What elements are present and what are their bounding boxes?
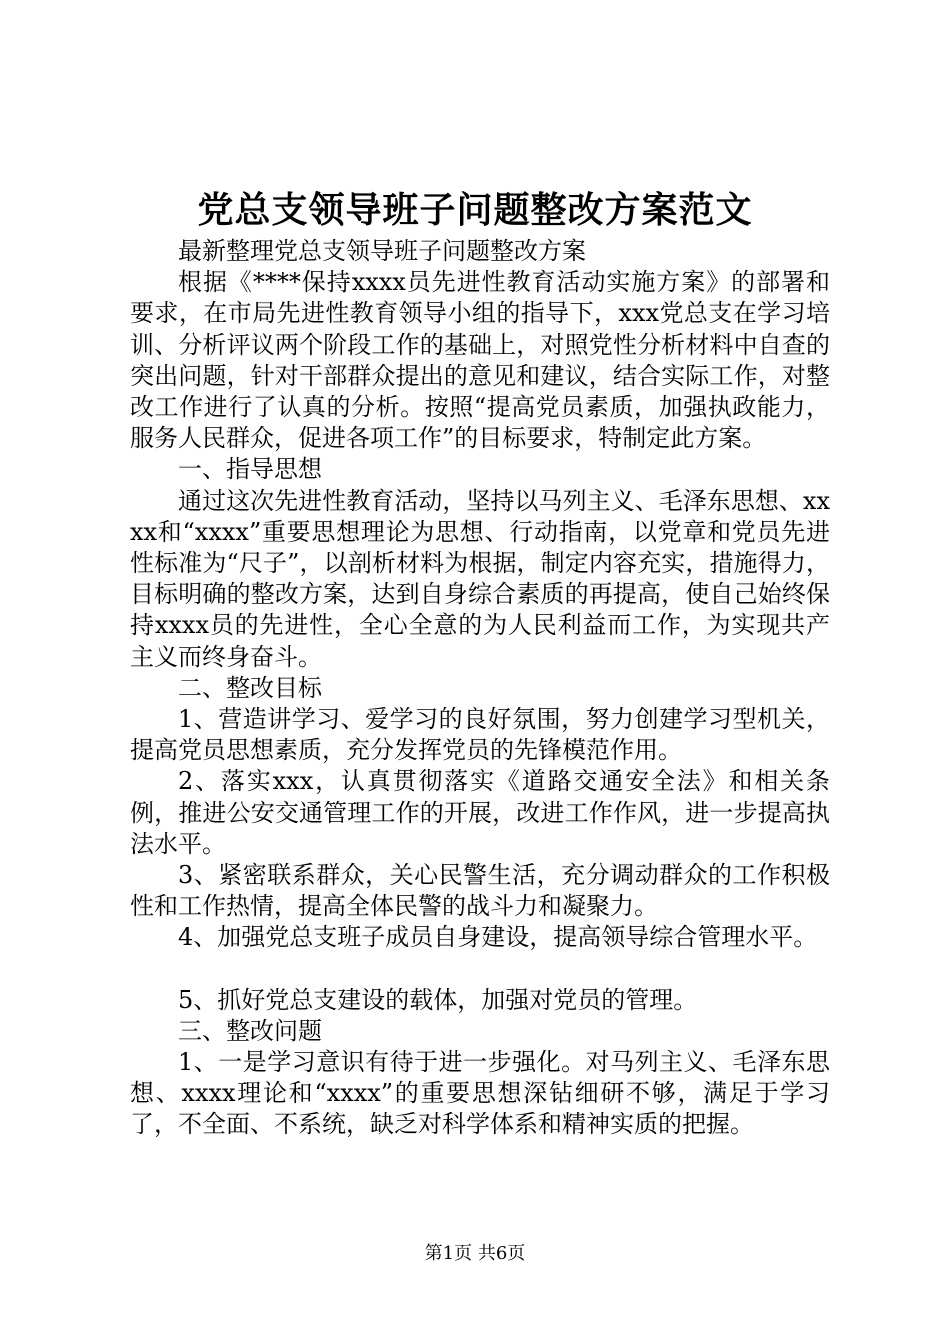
section-heading-guiding-ideology: 一、指导思想	[178, 455, 322, 484]
document-body	[130, 236, 830, 1141]
paragraph-intro: 根据《****保持xxxx员先进性教育活动实施方案》的部署和要求，在市局先进性教育领导小组的指导下，xxx党总支在学习培训、分析评议两个阶段工作的基础上，对照党性分析材料中自查的突出问题，针对干部群众提出的意见和建议，结合实际工作，对整改工作进行了认真的分析。按照“提高党员素质，加强执政能力，服务人民群众，促进各项工作”的目标要求，特制定此方案。	[130, 268, 830, 453]
paragraph-subtitle: 最新整理党总支领导班子问题整改方案	[178, 237, 586, 265]
goal-item-4: 4、加强党总支班子成员自身建设，提高领导综合管理水平。	[178, 923, 818, 952]
paragraph-guiding-ideology: 通过这次先进性教育活动，坚持以马列主义、毛泽东思想、xxxx和“xxxx”重要思想理论为思想、行动指南，以党章和党员先进性标准为“尺子”，以剖析材料为根据，制定内容充实，措施得力，目标明确的整改方案，达到自身综合素质的再提高，使自己始终保持xxxx员的先进性，全心全意的为人民利益而工作，为实现共产主义而终身奋斗。	[130, 486, 830, 671]
issue-item-1: 1、一是学习意识有待于进一步强化。对马列主义、毛泽东思想、xxxx理论和“xxxx”的重要思想深钻细研不够，满足于学习了，不全面、不系统，缺乏对科学体系和精神实质的把握。	[130, 1048, 830, 1139]
page-number-footer: 第1页 共6页	[424, 1243, 526, 1264]
section-heading-rectification-goals: 二、整改目标	[178, 673, 322, 702]
document-title: 党总支领导班子问题整改方案范文	[197, 189, 753, 231]
goal-item-2: 2、落实xxx，认真贯彻落实《道路交通安全法》和相关条例，推进公安交通管理工作的开展，改进工作作风，进一步提高执法水平。	[130, 767, 830, 858]
goal-item-3: 3、紧密联系群众，关心民警生活，充分调动群众的工作积极性和工作热情，提高全体民警的战斗力和凝聚力。	[130, 861, 830, 921]
section-heading-rectification-issues: 三、整改问题	[178, 1016, 322, 1045]
goal-item-5: 5、抓好党总支建设的载体，加强对党员的管理。	[178, 985, 698, 1014]
goal-item-1: 1、营造讲学习、爱学习的良好氛围，努力创建学习型机关，提高党员思想素质，充分发挥党员的先锋模范作用。	[130, 705, 830, 765]
